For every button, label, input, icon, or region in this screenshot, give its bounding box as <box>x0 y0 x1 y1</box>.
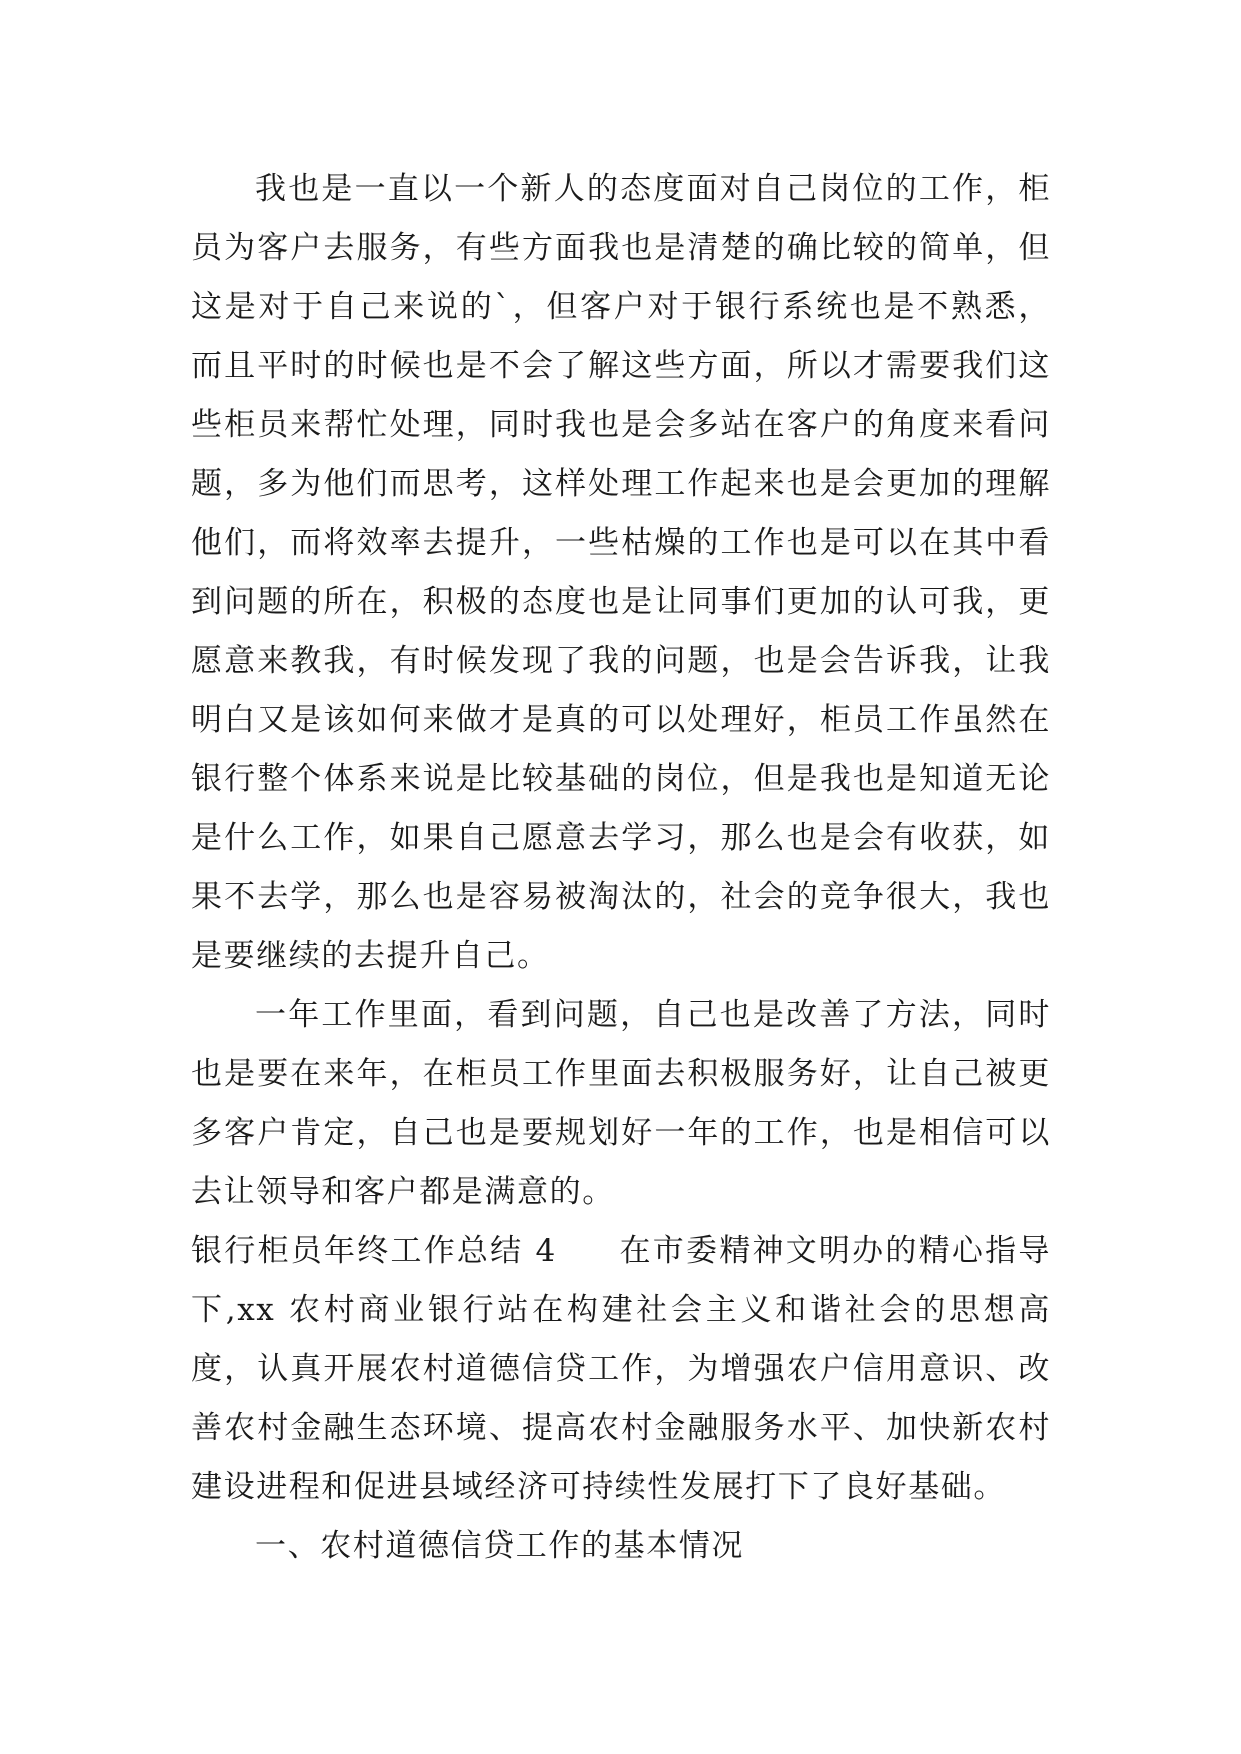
paragraph-1: 我也是一直以一个新人的态度面对自己岗位的工作，柜员为客户去服务，有些方面我也是清楚的确比较的简单，但这是对于自己来说的`，但客户对于银行系统也是不熟悉，而且平时的时候也是不会了解这些方面，所以才需要我们这些柜员来帮忙处理，同时我也是会多站在客户的角度来看问题，多为他们而思考，这样处理工作起来也是会更加的理解他们，而将效率去提升，一些枯燥的工作也是可以在其中看到问题的所在，积极的态度也是让同事们更加的认可我，更愿意来教我，有时候发现了我的问题，也是会告诉我，让我明白又是该如何来做才是真的可以处理好，柜员工作虽然在银行整个体系来说是比较基础的岗位，但是我也是知道无论是什么工作，如果自己愿意去学习，那么也是会有收获，如果不去学，那么也是容易被淘汰的，社会的竞争很大，我也是要继续的去提升自己。 <box>191 171 1051 974</box>
paragraph-2: 一年工作里面，看到问题，自己也是改善了方法，同时也是要在来年，在柜员工作里面去积极服务好，让自己被更多客户肯定，自己也是要规划好一年的工作，也是相信可以去让领导和客户都是满意的。 <box>191 997 1051 1210</box>
subheading: 一、农村道德信贷工作的基本情况 <box>255 1528 744 1564</box>
section-paragraph <box>191 1222 1051 1517</box>
document-body <box>191 160 1051 1576</box>
section-title: 银行柜员年终工作总结 4 <box>191 1233 557 1269</box>
section-body: 在市委精神文明办的精心指导下,xx 农村商业银行站在构建社会主义和谐社会的思想高度，认真开展农村道德信贷工作，为增强农户信用意识、改善农村金融生态环境、提高农村金融服务水平、加快新农村建设进程和促进县域经济可持续性发展打下了良好基础。 <box>191 1233 1051 1505</box>
